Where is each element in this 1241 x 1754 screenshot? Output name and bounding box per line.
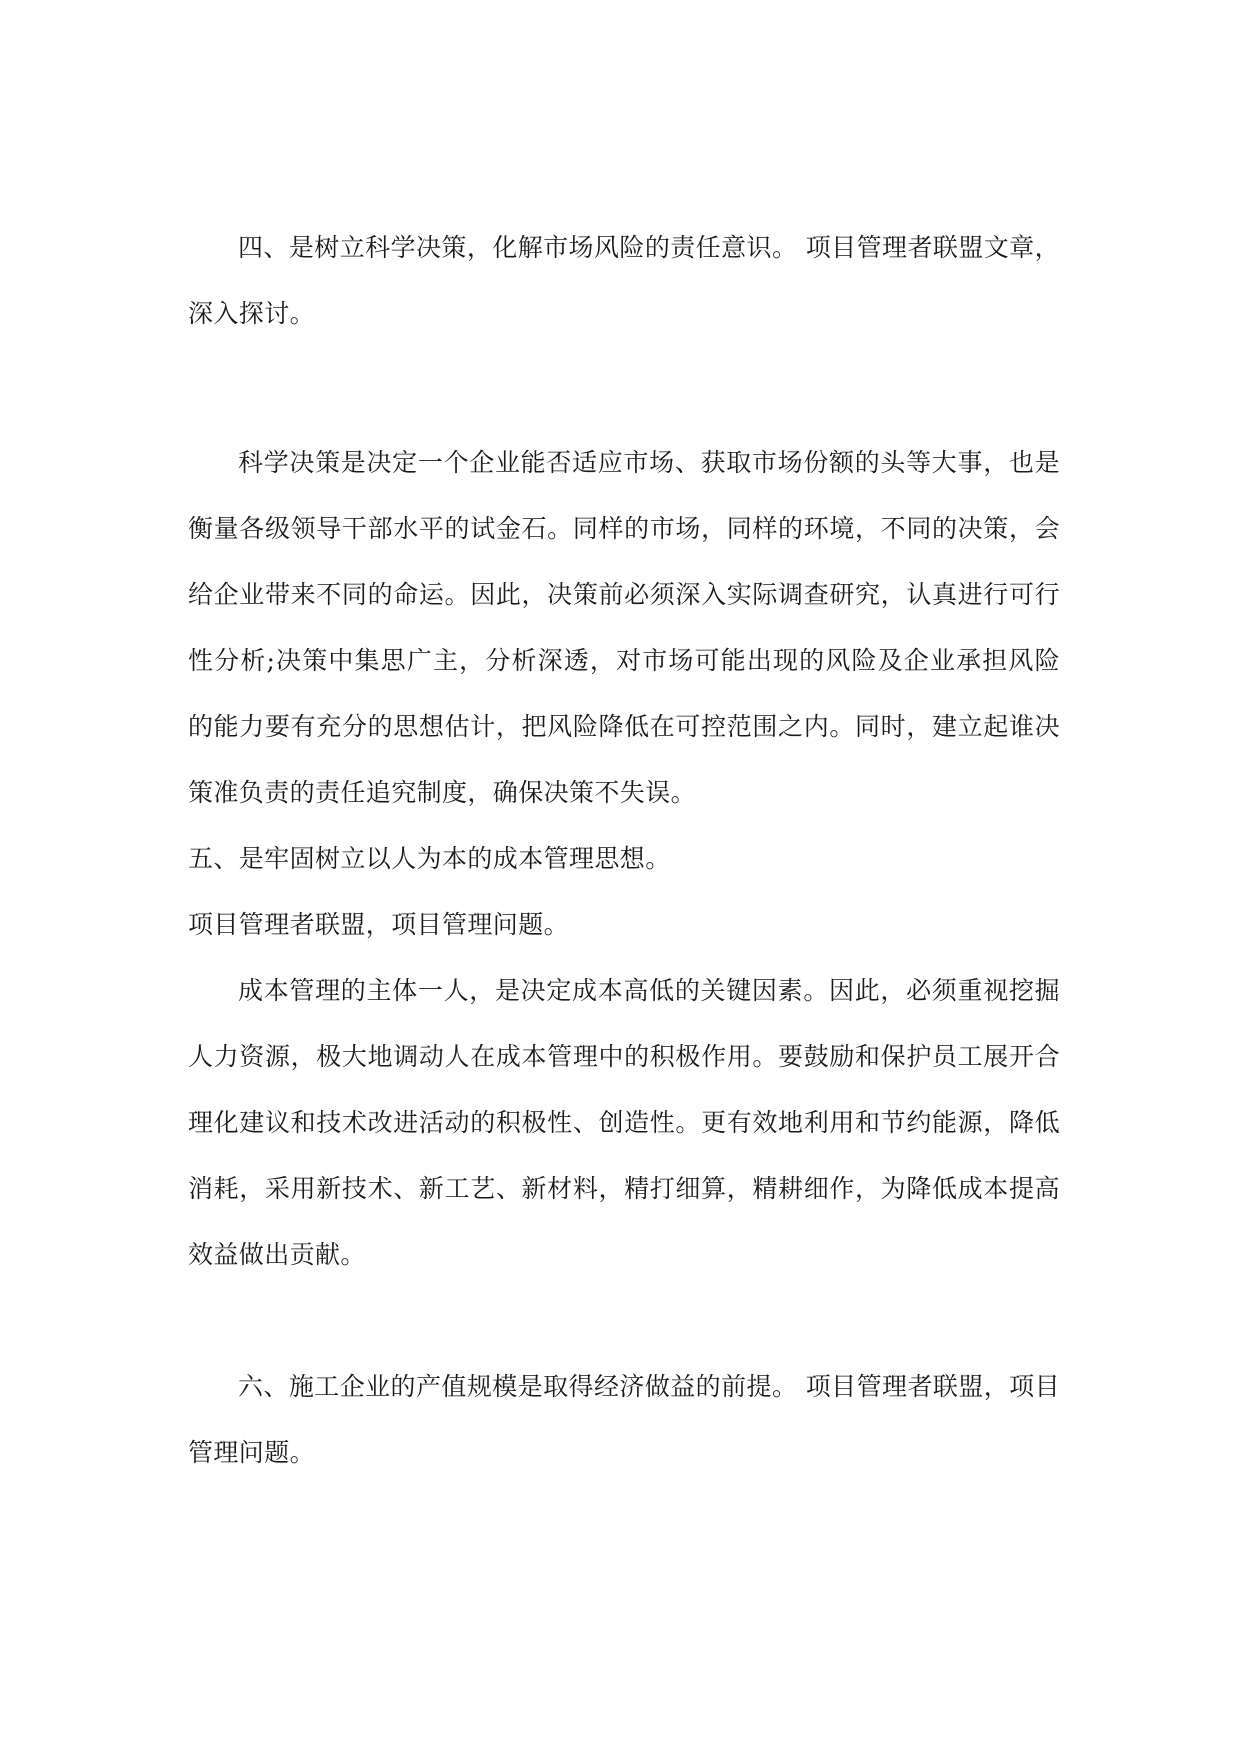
paragraph-section-four-heading: 四、是树立科学决策，化解市场风险的责任意识。 项目管理者联盟文章，深入探讨。	[188, 233, 1060, 328]
paragraph-pm-alliance-note: 项目管理者联盟，项目管理问题。	[188, 910, 570, 939]
paragraph-section-six-heading: 六、施工企业的产值规模是取得经济做益的前提。 项目管理者联盟，项目管理问题。	[188, 1372, 1060, 1467]
paragraph-section-five-heading: 五、是牢固树立以人为本的成本管理思想。	[188, 844, 671, 873]
paragraph-scientific-decision: 科学决策是决定一个企业能否适应市场、获取市场份额的头等大事，也是衡量各级领导干部水平的试金石。同样的市场，同样的环境，不同的决策，会给企业带来不同的命运。因此，决策前必须深入实际调查研究，认真进行可行性分析;决策中集思广主，分析深透，对市场可能出现的风险及企业承担风险的能力要有充分的思想估计，把风险降低在可控范围之内。同时，建立起谁决策准负责的责任追究制度，确保决策不失误。	[188, 448, 1060, 807]
paragraph-cost-management: 成本管理的主体一人，是决定成本高低的关键因素。因此，必须重视挖掘人力资源，极大地调动人在成本管理中的积极作用。要鼓励和保护员工展开合理化建议和技术改进活动的积极性、创造性。更有效地利用和节约能源，降低消耗，采用新技术、新工艺、新材料，精打细算，精耕细作，为降低成本提高效益做出贡献。	[188, 976, 1060, 1269]
